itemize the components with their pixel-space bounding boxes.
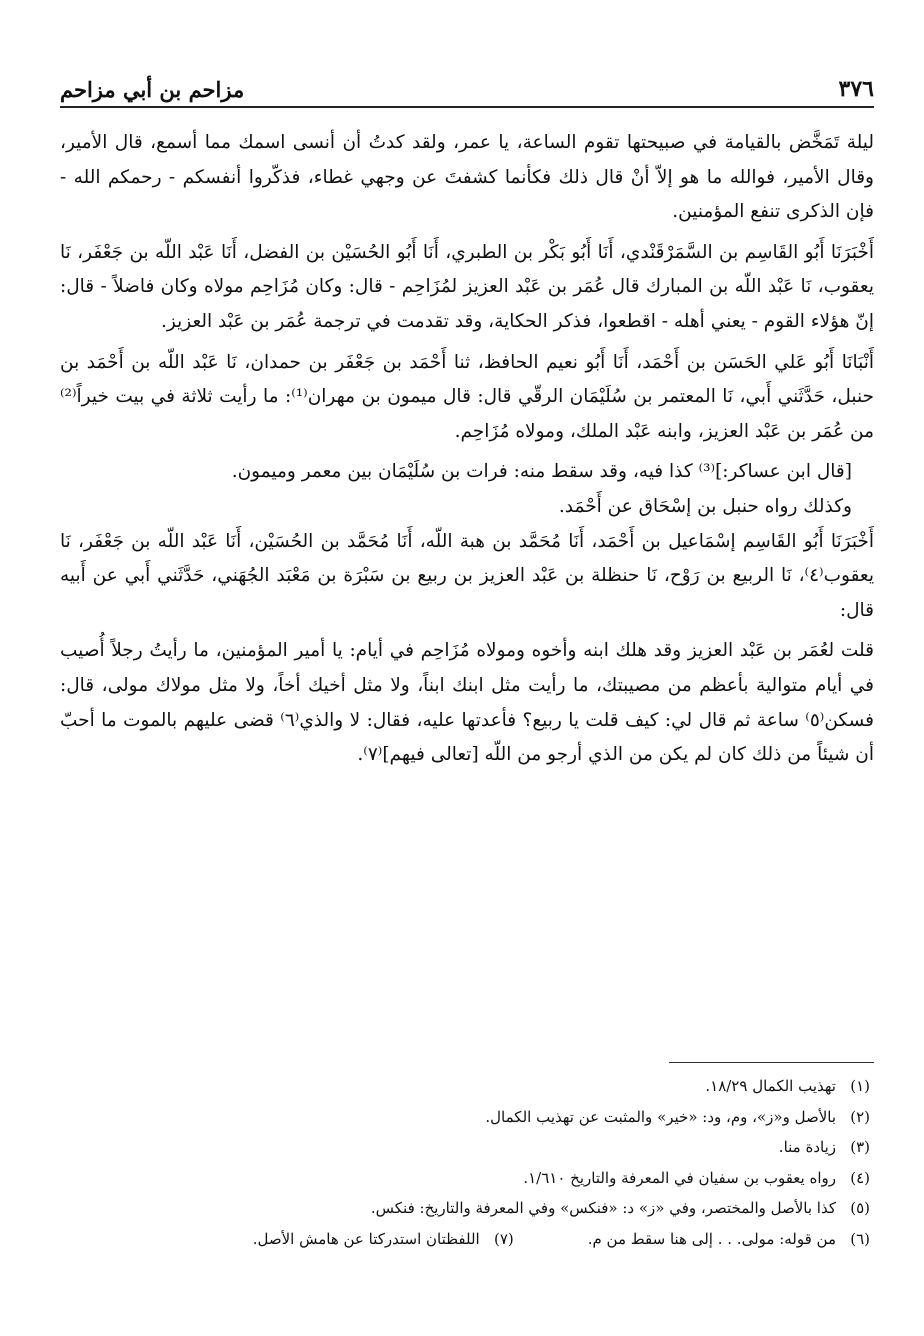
page-header [60,62,874,108]
paragraph-5: قلت لعُمَر بن عَبْد العزيز وقد هلك ابنه وأخوه ومولاه مُزَاحِم في أيام: يا أمير المؤمنين، ما رأيتُ رجلاً أُصيب في أيام متوالية بأعظم من مصيبتك، ما رأيت مثل ابنك ابناً، ولا مثل أخيك أخاً، ولا مثل مولاك مولى، قال: فسكن⁽٥⁾ ساعة ثم قال لي: كيف قلت يا ربيع؟ فأعدتها عليه، فقال: لا والذي⁽٦⁾ قضى عليهم بالموت ما أحبّ أن شيئاً من ذلك كان لم يكن من الذي أرجو من اللّه [تعالى فيهم]⁽٧⁾. [60,640,874,766]
footnote-text: اللفظتان استدركتا عن هامش الأصل. [252,1229,480,1248]
footnote [588,1224,874,1255]
footnote [60,1071,874,1102]
paragraph-2: أَخْبَرَنَا أَبُو القَاسِم بن السَّمَرْقَنْدي، أَنَا أَبُو بَكْر بن الطبري، أَنَا أَبُو الحُسَيْن بن الفضل، أَنَا عَبْد اللّه بن جَعْفَر، نَا يعقوب، نَا عَبْد اللّه بن المبارك قال عُمَر بن عَبْد العزيز لمُزَاحِم - قال: وكان مُزَاحِم مولاه وكان فاضلاً - قال: إنّ هؤلاء القوم - يعني أهله - اقطعوا، فذكر الحكاية، وقد تقدمت في ترجمة عُمَر بن عَبْد العزيز. [60,241,874,332]
footnotes [60,1062,874,1254]
main-text [60,126,874,779]
paragraph-3: أَنْبَانَا أَبُو عَلي الحَسَن بن أَحْمَد، أَنَا أَبُو نعيم الحافظ، ثنا أَحْمَد بن جَعْفَر بن حمدان، نَا عَبْد اللّه بن أَحْمَد بن حنبل، حَدَّثَني أَبي، نَا المعتمر بن سُلَيْمَان الرقّي قال: قال ميمون بن مهران⁽¹⁾: ما رأيت ثلاثة في بيت خيراً⁽²⁾ من عُمَر بن عَبْد العزيز، وابنه عَبْد الملك، ومولاه مُزَاحِم. [60,351,874,442]
bracket-note-1: [قال ابن عساكر:]⁽³⁾ كذا فيه، وقد سقط منه: فرات بن سُلَيْمَان بين معمر وميمون. [231,461,852,483]
footnote [60,1163,874,1194]
footnote-text: تهذيب الكمال ١٨/٢٩. [705,1077,836,1095]
footnote [60,1132,874,1163]
footnote [60,1102,874,1133]
footnote-number: (٤) [850,1168,870,1187]
footnote-text: زيادة منا. [778,1138,836,1156]
page-number: ٣٧٦ [838,76,874,102]
footnote-text: رواه يعقوب بن سفيان في المعرفة والتاريخ ١/٦١٠. [523,1168,836,1187]
paragraph-1: ليلة تَمَخَّض بالقيامة في صبيحتها تقوم الساعة، يا عمر، ولقد كدتُ أن أنسى اسمك مما أسمع، قال الأمير، وقال الأمير، فوالله ما هو إلاّ أنْ قال ذلك فكأنما كشفتَ عن وجهي غطاء، فذكّروا أنفسكم - رحمكم الله - فإن الذكرى تنفع المؤمنين. [60,132,874,223]
footnote-number: (٣) [850,1138,870,1156]
footnote-row [60,1224,874,1255]
paragraph-4: أَخْبَرَنَا أَبُو القَاسِم إسْمَاعيل بن أَحْمَد، أَنَا مُحَمَّد بن هبة اللّه، أَنَا مُحَمَّد بن الحُسَيْن، أَنَا عَبْد اللّه بن جَعْفَر، نَا يعقوب⁽٤⁾، نَا الربيع بن رَوْح، نَا حنظلة بن عَبْد العزيز بن ربيع بن سَبْرَة بن مَعْبَد الجُهَني، حَدَّثَني أَبي عن أَبيه قال: [60,530,874,621]
footnote-number: (٧) [493,1229,514,1248]
footnote [60,1193,874,1224]
footnote-text: كذا بالأصل والمختصر، وفي «ز» د: «فنكس» وفي المعرفة والتاريخ: فنكس. [370,1199,836,1217]
footnote-number: (٦) [850,1229,870,1248]
footnote-number: (٥) [850,1199,870,1217]
footnote-number: (٢) [850,1107,870,1126]
footnote-text: بالأصل و«ز»، وم، ود: «خير» والمثبت عن تهذيب الكمال. [485,1107,836,1126]
footnote-text: من قوله: مولى. . . إلى هنا سقط من م. [587,1229,836,1248]
footnote [253,1224,518,1255]
running-title: مزاحم بن أبي مزاحم [60,77,245,102]
footnote-number: (١) [850,1077,870,1095]
footnote-rule [669,1062,874,1063]
bracket-note-2: وكذلك رواه حنبل بن إسْحَاق عن أَحْمَد. [558,495,852,517]
